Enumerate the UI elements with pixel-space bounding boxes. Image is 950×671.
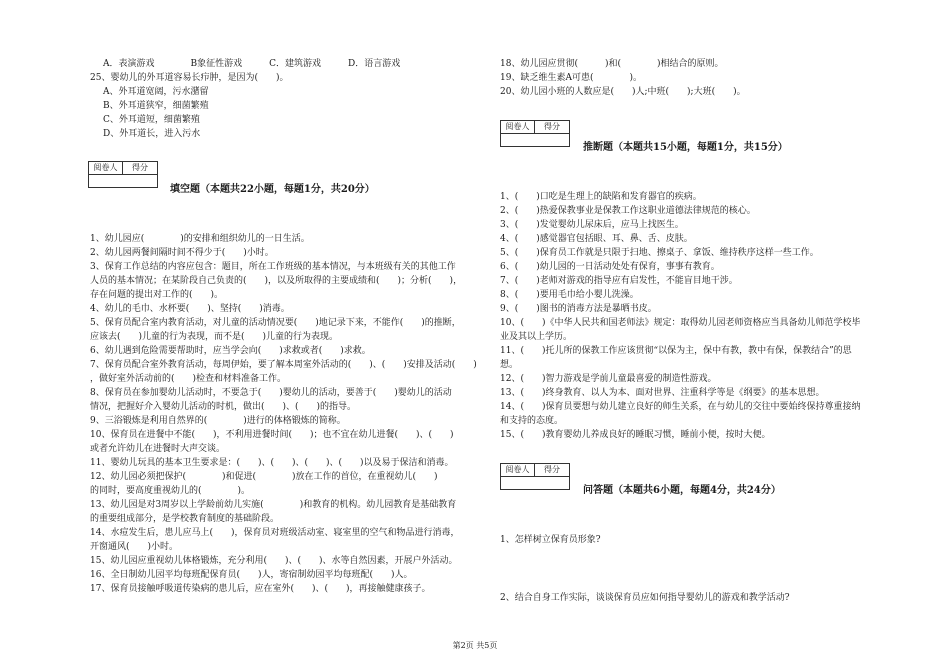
list-item: 5、( )保育员工作就是只限于扫地、擦桌子、拿饭、维持秩序这样一些工作。 (500, 248, 819, 258)
options-line: A．表演游戏 B象征性游戏 C．建筑游戏 D．语言游戏 (103, 59, 401, 69)
list-item: 4、( )感觉器官包括眼、耳、鼻、舌、皮肤。 (500, 234, 693, 244)
list-item: 的重要组成部分，是学校教育制度的基础阶段。 (90, 514, 280, 524)
list-item: 12、( )智力游戏是学前儿童最喜爱的制造性游戏。 (500, 374, 717, 384)
list-item: 业及其以上学历。 (500, 332, 573, 342)
qa-question-2: 2、结合自身工作实际，谈谈保育员应如何指导婴幼儿的游戏和教学活动? (500, 593, 790, 603)
list-item: 6、幼儿遇到危险需要帮助时，应当学会向( )求救或者( )求救。 (90, 346, 371, 356)
score-box-qa (500, 463, 570, 490)
grader-label: 阅卷人 (501, 121, 535, 134)
list-item: 14、水痘发生后，患儿应马上( )，保育员对班级活动室、寝室里的空气和物品进行消毒， (90, 528, 460, 538)
score-box-judge (500, 120, 570, 147)
list-item: 7、( )老师对游戏的指导应有启发性，不能盲目地干涉。 (500, 276, 738, 286)
list-item: 9、( )图书的消毒方法是暴晒书皮。 (500, 304, 657, 314)
list-item: 15、幼儿园应重视幼儿体格锻炼，充分利用( )、( )、水等自然因素，开展户外活动。 (90, 556, 458, 566)
list-item: 17、保育员接触呼吸道传染病的患儿后，应在室外( )、( )，再接触健康孩子。 (90, 584, 431, 594)
option-a: A、外耳道宽阔，污水潴留 (103, 87, 209, 97)
list-item: 开窗通风( )小时。 (90, 542, 179, 552)
list-item: 的同时，要高度重视幼儿的( )。 (90, 486, 251, 496)
list-item: 12、幼儿园必须把保护( )和促进( )放在工作的首位，在重视幼儿( ) (90, 472, 438, 482)
question-20: 20、幼儿园小班的人数应是( )人;中班( );大班( )。 (500, 87, 746, 97)
qa-question-1: 1、怎样树立保育员形象? (500, 535, 601, 545)
score-box-fill (88, 161, 158, 188)
list-item: 3、( )发觉婴幼儿尿床后，应马上找医生。 (500, 220, 684, 230)
list-item: 14、( )保育员要想与幼儿建立良好的师生关系，在与幼儿的交往中要始终保持尊重接纳 (500, 402, 861, 412)
score-label: 得分 (123, 162, 157, 175)
list-item: 1、幼儿园应( )的安排和组织幼儿的一日生活。 (90, 234, 310, 244)
list-item: 存在问题的提出对工作的( )。 (90, 290, 224, 300)
list-item: 和支持的态度。 (500, 416, 564, 426)
list-item: 9、三浴锻炼是利用自然界的( )进行的体格锻炼的简称。 (90, 416, 346, 426)
score-label: 得分 (535, 464, 569, 477)
option-d: D、外耳道长，进入污水 (103, 129, 201, 139)
list-item: 想。 (500, 360, 519, 370)
list-item: 10、保育员在进餐中不能( )，不利用进餐时间( )；也不宜在幼儿进餐( )、( ) (90, 430, 454, 440)
grader-label: 阅卷人 (501, 464, 535, 477)
page-footer: 第2页 共5页 (452, 641, 498, 650)
option-b: B、外耳道狭窄，细菌繁殖 (103, 101, 209, 111)
list-item: 6、( )幼儿园的一日活动处处有保育，事事有教育。 (500, 262, 720, 272)
list-item: 10、( )《中华人民共和国老师法》规定：取得幼儿园老师资格应当具备幼儿师范学校毕 (500, 318, 861, 328)
list-item: 5、保育员配合室内教育活动，对儿童的活动情况要( )地记录下来，不能作( )的推断， (90, 318, 461, 328)
list-item: 8、保育员在参加婴幼儿活动时，不要急于( )婴幼儿的活动，要善于( )婴幼儿的活动 (90, 388, 452, 398)
section-title-qa: 问答题（本题共6小题，每题4分，共24分） (583, 485, 781, 496)
list-item: 3、保育工作总结的内容应包含：题目，所在工作班级的基本情况，与本班级有关的其他工作 (90, 262, 456, 272)
section-title-fill: 填空题（本题共22小题，每题1分，共20分） (170, 184, 375, 195)
list-item: 8、( )要用毛巾给小婴儿洗澡。 (500, 290, 639, 300)
list-item: 1、( )口吃是生理上的缺陷和发育器官的疾病。 (500, 192, 702, 202)
list-item: 11、( )托儿所的保教工作应该贯彻“以保为主，保中有教，教中有保，保教结合”的思 (500, 346, 852, 356)
list-item: 情况，把握好介入婴幼儿活动的时机，做出( )、( )的指导。 (90, 402, 357, 412)
list-item: 15、( )教育婴幼儿养成良好的睡眠习惯，睡前小便，按时大便。 (500, 430, 771, 440)
option-c: C、外耳道短，细菌繁殖 (103, 115, 200, 125)
list-item: 13、幼儿园是对3周岁以上学龄前幼儿实施( )和教育的机构。幼儿园教育是基础教育 (90, 500, 457, 510)
section-title-judge: 推断题（本题共15小题，每题1分，共15分） (583, 142, 788, 153)
list-item: 16、全日制幼儿园平均每班配保育员( )人，寄宿制幼园平均每班配( )人。 (90, 570, 413, 580)
list-item: 13、( )终身教育、以人为本、面对世界、注重科学等是《纲要》的基本思想。 (500, 388, 825, 398)
grader-label: 阅卷人 (89, 162, 123, 175)
list-item: 2、幼儿园两餐间隔时间不得少于( )小时。 (90, 248, 274, 258)
question-19: 19、缺乏维生素A可患( )。 (500, 73, 642, 83)
list-item: 11、婴幼儿玩具的基本卫生要求是：( )、( )、( )、( )以及易于保洁和消毒。 (90, 458, 454, 468)
list-item: 2、( )热爱保教事业是保教工作这职业道德法律规范的核心。 (500, 206, 756, 216)
score-label: 得分 (535, 121, 569, 134)
list-item: 人员的基本情况；在某阶段自己负责的( )，以及所取得的主要成绩和( )；分析( )， (90, 276, 463, 286)
question-18: 18、幼儿园应贯彻( )和( )相结合的原则。 (500, 59, 724, 69)
list-item: 应该去( )儿童的行为表现，而不是( )儿童的行为表现。 (90, 332, 339, 342)
list-item: 4、幼儿的毛巾、水杯要( )、坚持( )消毒。 (90, 304, 290, 314)
list-item: ，做好室外活动前的( )检查和材料准备工作。 (90, 374, 287, 384)
question-25: 25、婴幼儿的外耳道容易长疖肿，是因为( )。 (90, 73, 289, 83)
list-item: 7、保育员配合室外教育活动，每周伊始，要了解本周室外活动的( )、( )安排及活动( ) (90, 360, 477, 370)
list-item: 或者允许幼儿在进餐时大声交谈。 (90, 444, 226, 454)
